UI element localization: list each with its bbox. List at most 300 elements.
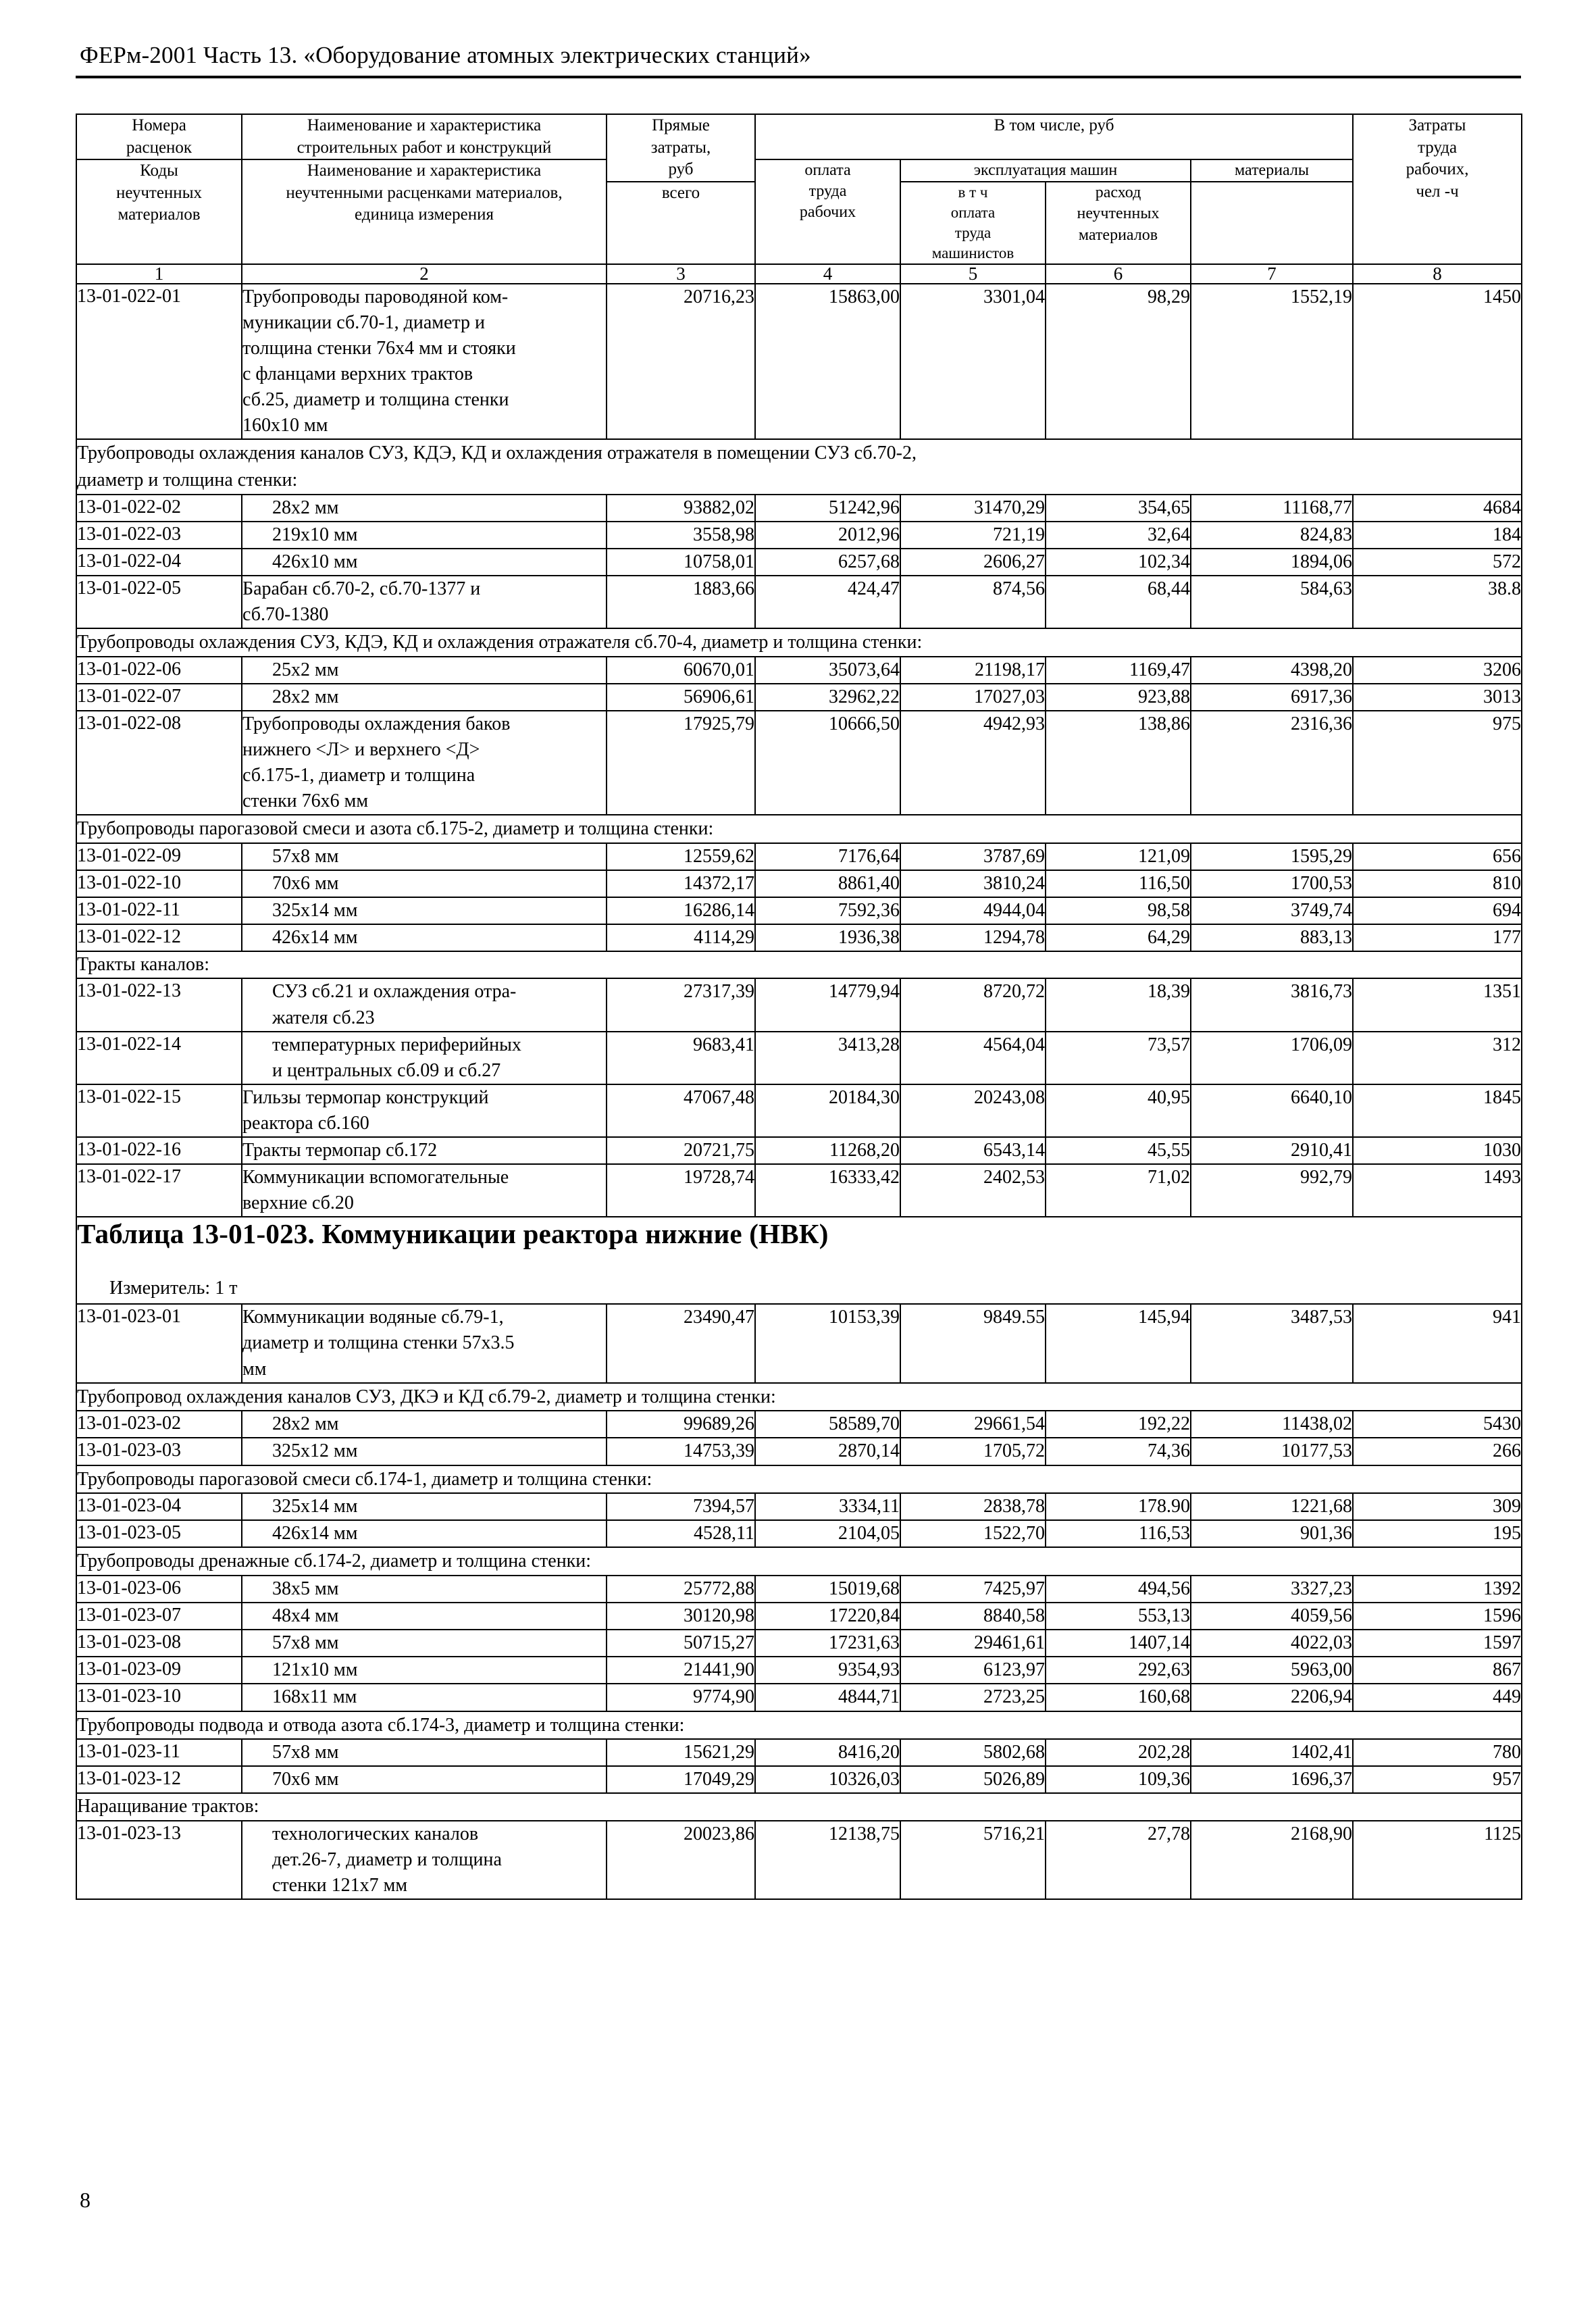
row-machinist-pay: 354,65 bbox=[1046, 495, 1191, 522]
row-worker-pay: 51242,96 bbox=[755, 495, 900, 522]
row-code: 13-01-022-07 bbox=[76, 684, 242, 711]
header-col8-labor: Затраты труда рабочих, чел -ч bbox=[1353, 114, 1522, 264]
row-labor-hours: 1597 bbox=[1353, 1630, 1522, 1657]
row-machinist-pay: 27,78 bbox=[1046, 1821, 1191, 1899]
row-worker-pay: 20184,30 bbox=[755, 1084, 900, 1137]
row-direct-costs: 16286,14 bbox=[607, 897, 755, 924]
header-col6-machinist-pay: в т ч оплата труда машинистов bbox=[900, 182, 1046, 264]
row-machines-total: 1522,70 bbox=[900, 1520, 1046, 1547]
row-direct-costs: 25772,88 bbox=[607, 1576, 755, 1603]
row-machines-total: 2402,53 bbox=[900, 1164, 1046, 1217]
subgroup-caption-row bbox=[76, 951, 1522, 978]
group-caption: Трубопроводы подвода и отвода азота сб.174-3, диаметр и толщина стенки: bbox=[76, 1711, 1522, 1740]
row-worker-pay: 9354,93 bbox=[755, 1657, 900, 1684]
row-machines-total: 4564,04 bbox=[900, 1032, 1046, 1084]
row-code: 13-01-022-11 bbox=[76, 897, 242, 924]
colnum-4: 4 bbox=[755, 264, 900, 284]
row-machines-total: 2606,27 bbox=[900, 549, 1046, 576]
row-description: 28х2 мм bbox=[242, 684, 607, 711]
row-machinist-pay: 121,09 bbox=[1046, 843, 1191, 870]
row-materials-usage: 883,13 bbox=[1191, 924, 1353, 951]
row-worker-pay: 7592,36 bbox=[755, 897, 900, 924]
row-direct-costs: 14372,17 bbox=[607, 870, 755, 897]
group-caption: Трубопроводы охлаждения каналов СУЗ, КДЭ, КД и охлаждения отражателя в помещении СУЗ сб.70-2, диаметр и толщина стенки: bbox=[76, 439, 1522, 495]
row-materials-usage: 2168,90 bbox=[1191, 1821, 1353, 1899]
row-machinist-pay: 178.90 bbox=[1046, 1493, 1191, 1520]
row-code: 13-01-022-06 bbox=[76, 657, 242, 684]
row-direct-costs: 17049,29 bbox=[607, 1766, 755, 1793]
row-direct-costs: 56906,61 bbox=[607, 684, 755, 711]
row-machinist-pay: 64,29 bbox=[1046, 924, 1191, 951]
row-code: 13-01-022-03 bbox=[76, 522, 242, 549]
row-machines-total: 21198,17 bbox=[900, 657, 1046, 684]
row-direct-costs: 20716,23 bbox=[607, 284, 755, 439]
row-machines-total: 2723,25 bbox=[900, 1684, 1046, 1711]
table-row bbox=[76, 978, 1522, 1031]
row-description: 121х10 мм bbox=[242, 1657, 607, 1684]
row-worker-pay: 4844,71 bbox=[755, 1684, 900, 1711]
row-materials-usage: 1552,19 bbox=[1191, 284, 1353, 439]
row-labor-hours: 3206 bbox=[1353, 657, 1522, 684]
row-labor-hours: 656 bbox=[1353, 843, 1522, 870]
row-worker-pay: 7176,64 bbox=[755, 843, 900, 870]
row-materials-usage: 1696,37 bbox=[1191, 1766, 1353, 1793]
row-materials-usage: 1402,41 bbox=[1191, 1739, 1353, 1766]
table-row bbox=[76, 1520, 1522, 1547]
subgroup-caption: Наращивание трактов: bbox=[76, 1793, 1522, 1820]
row-worker-pay: 2012,96 bbox=[755, 522, 900, 549]
group-caption-line2: диаметр и толщина стенки: bbox=[77, 469, 298, 491]
group-caption: Трубопроводы парогазовой смеси сб.174-1, диаметр и толщина стенки: bbox=[76, 1465, 1522, 1494]
table-row bbox=[76, 284, 1522, 439]
row-description: 25х2 мм bbox=[242, 657, 607, 684]
row-direct-costs: 50715,27 bbox=[607, 1630, 755, 1657]
header-rule bbox=[76, 76, 1521, 78]
row-materials-usage: 2206,94 bbox=[1191, 1684, 1353, 1711]
cost-estimate-table bbox=[76, 114, 1522, 1900]
row-description: технологических каналов дет.26-7, диаметр и толщина стенки 121х7 мм bbox=[242, 1821, 607, 1899]
table-023-measure: Измеритель: 1 т bbox=[109, 1278, 238, 1299]
row-code: 13-01-023-07 bbox=[76, 1603, 242, 1630]
row-machinist-pay: 1169,47 bbox=[1046, 657, 1191, 684]
header-row-1 bbox=[76, 114, 1522, 159]
row-materials-usage: 6640,10 bbox=[1191, 1084, 1353, 1137]
row-code: 13-01-022-09 bbox=[76, 843, 242, 870]
row-machinist-pay: 45,55 bbox=[1046, 1137, 1191, 1164]
row-code: 13-01-023-12 bbox=[76, 1766, 242, 1793]
row-description: Коммуникации водяные сб.79-1, диаметр и толщина стенки 57х3.5 мм bbox=[242, 1304, 607, 1382]
subgroup-caption-row bbox=[76, 1793, 1522, 1820]
row-direct-costs: 27317,39 bbox=[607, 978, 755, 1031]
row-code: 13-01-023-01 bbox=[76, 1304, 242, 1382]
row-machines-total: 5716,21 bbox=[900, 1821, 1046, 1899]
table-row bbox=[76, 1411, 1522, 1438]
row-machinist-pay: 32,64 bbox=[1046, 522, 1191, 549]
row-machines-total: 1705,72 bbox=[900, 1438, 1046, 1465]
row-direct-costs: 93882,02 bbox=[607, 495, 755, 522]
group-caption: Трубопроводы дренажные сб.174-2, диаметр и толщина стенки: bbox=[76, 1547, 1522, 1576]
row-code: 13-01-022-05 bbox=[76, 576, 242, 628]
row-description: 48х4 мм bbox=[242, 1603, 607, 1630]
row-direct-costs: 17925,79 bbox=[607, 711, 755, 815]
row-materials-usage: 1894,06 bbox=[1191, 549, 1353, 576]
row-direct-costs: 15621,29 bbox=[607, 1739, 755, 1766]
row-description: 168х11 мм bbox=[242, 1684, 607, 1711]
table-row bbox=[76, 1164, 1522, 1217]
row-direct-costs: 99689,26 bbox=[607, 1411, 755, 1438]
row-machinist-pay: 98,29 bbox=[1046, 284, 1191, 439]
row-labor-hours: 1030 bbox=[1353, 1137, 1522, 1164]
row-worker-pay: 11268,20 bbox=[755, 1137, 900, 1164]
row-description: Гильзы термопар конструкций реактора сб.160 bbox=[242, 1084, 607, 1137]
row-code: 13-01-023-11 bbox=[76, 1739, 242, 1766]
row-machines-total: 721,19 bbox=[900, 522, 1046, 549]
row-machines-total: 3810,24 bbox=[900, 870, 1046, 897]
row-code: 13-01-022-16 bbox=[76, 1137, 242, 1164]
row-machinist-pay: 74,36 bbox=[1046, 1438, 1191, 1465]
row-code: 13-01-022-13 bbox=[76, 978, 242, 1031]
row-direct-costs: 9683,41 bbox=[607, 1032, 755, 1084]
row-direct-costs: 60670,01 bbox=[607, 657, 755, 684]
row-description: Трубопроводы пароводяной ком- муникации сб.70-1, диаметр и толщина стенки 76х4 мм и стояки с фланцами верхних трактов сб.25, диаметр и толщина стенки 160х10 мм bbox=[242, 284, 607, 439]
row-machines-total: 8720,72 bbox=[900, 978, 1046, 1031]
header-col2-bottom: Наименование и характеристика неучтенными расценками материалов, единица измерения bbox=[242, 159, 607, 264]
header-col1-top: Номера расценок bbox=[76, 114, 242, 159]
row-direct-costs: 3558,98 bbox=[607, 522, 755, 549]
row-description: 57х8 мм bbox=[242, 843, 607, 870]
row-worker-pay: 3413,28 bbox=[755, 1032, 900, 1084]
row-worker-pay: 17231,63 bbox=[755, 1630, 900, 1657]
row-machinist-pay: 116,53 bbox=[1046, 1520, 1191, 1547]
row-labor-hours: 1493 bbox=[1353, 1164, 1522, 1217]
page-number: 8 bbox=[80, 2188, 91, 2212]
row-direct-costs: 14753,39 bbox=[607, 1438, 755, 1465]
table-row bbox=[76, 1657, 1522, 1684]
row-direct-costs: 21441,90 bbox=[607, 1657, 755, 1684]
row-materials-usage: 6917,36 bbox=[1191, 684, 1353, 711]
table-row bbox=[76, 576, 1522, 628]
row-labor-hours: 177 bbox=[1353, 924, 1522, 951]
row-direct-costs: 10758,01 bbox=[607, 549, 755, 576]
row-description: 325х12 мм bbox=[242, 1438, 607, 1465]
row-machines-total: 3301,04 bbox=[900, 284, 1046, 439]
row-code: 13-01-023-06 bbox=[76, 1576, 242, 1603]
row-labor-hours: 195 bbox=[1353, 1520, 1522, 1547]
row-code: 13-01-022-10 bbox=[76, 870, 242, 897]
header-group-included: В том числе, руб bbox=[755, 114, 1353, 159]
running-head: ФЕРм-2001 Часть 13. «Оборудование атомных электрических станций» bbox=[80, 42, 811, 68]
row-description: 70х6 мм bbox=[242, 870, 607, 897]
table-row bbox=[76, 1821, 1522, 1899]
table-body bbox=[76, 284, 1522, 1899]
header-col3-direct-costs: Прямые затраты, руб bbox=[607, 114, 755, 182]
row-machines-total: 4944,04 bbox=[900, 897, 1046, 924]
header-col2-top: Наименование и характеристика строительных работ и конструкций bbox=[242, 114, 607, 159]
row-labor-hours: 1125 bbox=[1353, 1821, 1522, 1899]
group-caption: Трубопроводы парогазовой смеси и азота сб.175-2, диаметр и толщина стенки: bbox=[76, 815, 1522, 843]
table-row bbox=[76, 1493, 1522, 1520]
row-description: температурных периферийных и центральных сб.09 и сб.27 bbox=[242, 1032, 607, 1084]
colnum-1: 1 bbox=[76, 264, 242, 284]
table-row bbox=[76, 897, 1522, 924]
header-col5-total: всего bbox=[607, 182, 755, 264]
group-caption-row bbox=[76, 628, 1522, 657]
table-row bbox=[76, 684, 1522, 711]
table-row bbox=[76, 1576, 1522, 1603]
row-machinist-pay: 138,86 bbox=[1046, 711, 1191, 815]
row-labor-hours: 4684 bbox=[1353, 495, 1522, 522]
row-code: 13-01-023-03 bbox=[76, 1438, 242, 1465]
row-description: 426х14 мм bbox=[242, 924, 607, 951]
row-machines-total: 3787,69 bbox=[900, 843, 1046, 870]
row-code: 13-01-022-04 bbox=[76, 549, 242, 576]
row-machines-total: 17027,03 bbox=[900, 684, 1046, 711]
row-worker-pay: 10666,50 bbox=[755, 711, 900, 815]
row-description: 219х10 мм bbox=[242, 522, 607, 549]
row-worker-pay: 32962,22 bbox=[755, 684, 900, 711]
row-code: 13-01-022-12 bbox=[76, 924, 242, 951]
row-code: 13-01-023-08 bbox=[76, 1630, 242, 1657]
row-direct-costs: 7394,57 bbox=[607, 1493, 755, 1520]
header-row-2 bbox=[76, 159, 1522, 182]
row-labor-hours: 449 bbox=[1353, 1684, 1522, 1711]
row-code: 13-01-023-04 bbox=[76, 1493, 242, 1520]
row-worker-pay: 8416,20 bbox=[755, 1739, 900, 1766]
row-description: 28х2 мм bbox=[242, 495, 607, 522]
row-machines-total: 31470,29 bbox=[900, 495, 1046, 522]
table-head bbox=[76, 114, 1522, 284]
row-machinist-pay: 202,28 bbox=[1046, 1739, 1191, 1766]
row-code: 13-01-022-01 bbox=[76, 284, 242, 439]
row-machines-total: 874,56 bbox=[900, 576, 1046, 628]
row-worker-pay: 10153,39 bbox=[755, 1304, 900, 1382]
row-machinist-pay: 109,36 bbox=[1046, 1766, 1191, 1793]
row-materials-usage: 901,36 bbox=[1191, 1520, 1353, 1547]
table-row bbox=[76, 843, 1522, 870]
row-machines-total: 20243,08 bbox=[900, 1084, 1046, 1137]
row-direct-costs: 9774,90 bbox=[607, 1684, 755, 1711]
table-row bbox=[76, 711, 1522, 815]
table-row bbox=[76, 1438, 1522, 1465]
row-worker-pay: 2104,05 bbox=[755, 1520, 900, 1547]
row-machinist-pay: 18,39 bbox=[1046, 978, 1191, 1031]
row-machinist-pay: 73,57 bbox=[1046, 1032, 1191, 1084]
row-machinist-pay: 160,68 bbox=[1046, 1684, 1191, 1711]
row-machinist-pay: 68,44 bbox=[1046, 576, 1191, 628]
row-direct-costs: 12559,62 bbox=[607, 843, 755, 870]
row-machinist-pay: 553,13 bbox=[1046, 1603, 1191, 1630]
row-labor-hours: 3013 bbox=[1353, 684, 1522, 711]
row-materials-usage: 4059,56 bbox=[1191, 1603, 1353, 1630]
row-code: 13-01-023-05 bbox=[76, 1520, 242, 1547]
row-machinist-pay: 116,50 bbox=[1046, 870, 1191, 897]
row-worker-pay: 1936,38 bbox=[755, 924, 900, 951]
subgroup-caption: Тракты каналов: bbox=[76, 951, 1522, 978]
group-caption-row bbox=[76, 1383, 1522, 1411]
row-machinist-pay: 1407,14 bbox=[1046, 1630, 1191, 1657]
table-row bbox=[76, 495, 1522, 522]
row-materials-usage: 992,79 bbox=[1191, 1164, 1353, 1217]
table-row bbox=[76, 1032, 1522, 1084]
colnum-6: 6 bbox=[1046, 264, 1191, 284]
table-row bbox=[76, 1630, 1522, 1657]
row-worker-pay: 15863,00 bbox=[755, 284, 900, 439]
row-labor-hours: 5430 bbox=[1353, 1411, 1522, 1438]
row-code: 13-01-022-14 bbox=[76, 1032, 242, 1084]
row-labor-hours: 38.8 bbox=[1353, 576, 1522, 628]
row-code: 13-01-023-13 bbox=[76, 1821, 242, 1899]
row-description: Коммуникации вспомогательные верхние сб.20 bbox=[242, 1164, 607, 1217]
row-description: 426х10 мм bbox=[242, 549, 607, 576]
row-labor-hours: 867 bbox=[1353, 1657, 1522, 1684]
table-023-title: Таблица 13-01-023. Коммуникации реактора нижние (НВК) bbox=[77, 1218, 829, 1250]
row-materials-usage: 11438,02 bbox=[1191, 1411, 1353, 1438]
colnum-3: 3 bbox=[607, 264, 755, 284]
row-worker-pay: 2870,14 bbox=[755, 1438, 900, 1465]
row-machines-total: 29461,61 bbox=[900, 1630, 1046, 1657]
row-materials-usage: 1706,09 bbox=[1191, 1032, 1353, 1084]
row-machines-total: 5802,68 bbox=[900, 1739, 1046, 1766]
row-labor-hours: 184 bbox=[1353, 522, 1522, 549]
header-column-numbers bbox=[76, 264, 1522, 284]
row-labor-hours: 694 bbox=[1353, 897, 1522, 924]
table-row bbox=[76, 924, 1522, 951]
row-description: Трубопроводы охлаждения баков нижнего <Л> и верхнего <Д> сб.175-1, диаметр и толщина стенки 76х6 мм bbox=[242, 711, 607, 815]
group-caption-row bbox=[76, 815, 1522, 843]
row-labor-hours: 312 bbox=[1353, 1032, 1522, 1084]
row-description: 70х6 мм bbox=[242, 1766, 607, 1793]
row-labor-hours: 309 bbox=[1353, 1493, 1522, 1520]
row-materials-usage: 3327,23 bbox=[1191, 1576, 1353, 1603]
row-labor-hours: 810 bbox=[1353, 870, 1522, 897]
row-materials-usage: 824,83 bbox=[1191, 522, 1353, 549]
row-machinist-pay: 40,95 bbox=[1046, 1084, 1191, 1137]
colnum-7: 7 bbox=[1191, 264, 1353, 284]
header-group-materials: материалы bbox=[1191, 159, 1353, 182]
row-materials-usage: 11168,77 bbox=[1191, 495, 1353, 522]
table-row bbox=[76, 1084, 1522, 1137]
row-direct-costs: 23490,47 bbox=[607, 1304, 755, 1382]
row-worker-pay: 17220,84 bbox=[755, 1603, 900, 1630]
row-machinist-pay: 98,58 bbox=[1046, 897, 1191, 924]
group-caption: Трубопровод охлаждения каналов СУЗ, ДКЭ и КД сб.79-2, диаметр и толщина стенки: bbox=[76, 1383, 1522, 1411]
row-materials-usage: 3749,74 bbox=[1191, 897, 1353, 924]
row-machinist-pay: 923,88 bbox=[1046, 684, 1191, 711]
row-description: Тракты термопар сб.172 bbox=[242, 1137, 607, 1164]
row-worker-pay: 424,47 bbox=[755, 576, 900, 628]
row-materials-usage: 3487,53 bbox=[1191, 1304, 1353, 1382]
row-materials-usage: 10177,53 bbox=[1191, 1438, 1353, 1465]
row-labor-hours: 1392 bbox=[1353, 1576, 1522, 1603]
row-machines-total: 7425,97 bbox=[900, 1576, 1046, 1603]
row-labor-hours: 1845 bbox=[1353, 1084, 1522, 1137]
row-machinist-pay: 192,22 bbox=[1046, 1411, 1191, 1438]
table-row bbox=[76, 1304, 1522, 1382]
row-worker-pay: 16333,42 bbox=[755, 1164, 900, 1217]
table-row bbox=[76, 1684, 1522, 1711]
row-direct-costs: 20721,75 bbox=[607, 1137, 755, 1164]
row-machines-total: 5026,89 bbox=[900, 1766, 1046, 1793]
row-direct-costs: 4114,29 bbox=[607, 924, 755, 951]
row-labor-hours: 1351 bbox=[1353, 978, 1522, 1031]
row-direct-costs: 30120,98 bbox=[607, 1603, 755, 1630]
group-caption-row bbox=[76, 439, 1522, 495]
row-description: 57х8 мм bbox=[242, 1630, 607, 1657]
row-labor-hours: 266 bbox=[1353, 1438, 1522, 1465]
table-row bbox=[76, 549, 1522, 576]
table-row bbox=[76, 657, 1522, 684]
row-direct-costs: 47067,48 bbox=[607, 1084, 755, 1137]
row-machines-total: 2838,78 bbox=[900, 1493, 1046, 1520]
row-machinist-pay: 71,02 bbox=[1046, 1164, 1191, 1217]
header-group-machines: эксплуатация машин bbox=[900, 159, 1191, 182]
row-description: 325х14 мм bbox=[242, 897, 607, 924]
row-description: 28х2 мм bbox=[242, 1411, 607, 1438]
row-materials-usage: 2910,41 bbox=[1191, 1137, 1353, 1164]
row-worker-pay: 35073,64 bbox=[755, 657, 900, 684]
row-code: 13-01-022-17 bbox=[76, 1164, 242, 1217]
row-direct-costs: 4528,11 bbox=[607, 1520, 755, 1547]
row-description: 426х14 мм bbox=[242, 1520, 607, 1547]
row-labor-hours: 1450 bbox=[1353, 284, 1522, 439]
row-materials-usage: 1700,53 bbox=[1191, 870, 1353, 897]
row-labor-hours: 957 bbox=[1353, 1766, 1522, 1793]
row-materials-usage: 584,63 bbox=[1191, 576, 1353, 628]
row-direct-costs: 20023,86 bbox=[607, 1821, 755, 1899]
header-col1-bottom: Коды неучтенных материалов bbox=[76, 159, 242, 264]
group-caption-row bbox=[76, 1547, 1522, 1576]
row-code: 13-01-023-02 bbox=[76, 1411, 242, 1438]
group-caption-row bbox=[76, 1465, 1522, 1494]
row-machinist-pay: 145,94 bbox=[1046, 1304, 1191, 1382]
colnum-8: 8 bbox=[1353, 264, 1522, 284]
row-materials-usage: 1221,68 bbox=[1191, 1493, 1353, 1520]
section-title-block bbox=[76, 1217, 1522, 1304]
row-description: СУЗ сб.21 и охлаждения отра- жателя сб.23 bbox=[242, 978, 607, 1031]
row-machines-total: 6123,97 bbox=[900, 1657, 1046, 1684]
row-materials-usage: 5963,00 bbox=[1191, 1657, 1353, 1684]
row-labor-hours: 572 bbox=[1353, 549, 1522, 576]
group-caption-row bbox=[76, 1711, 1522, 1740]
header-col7-materials-usage: расход неучтенных материалов bbox=[1046, 182, 1191, 264]
row-labor-hours: 941 bbox=[1353, 1304, 1522, 1382]
row-worker-pay: 8861,40 bbox=[755, 870, 900, 897]
row-machines-total: 6543,14 bbox=[900, 1137, 1046, 1164]
row-description: 38х5 мм bbox=[242, 1576, 607, 1603]
row-description: 57х8 мм bbox=[242, 1739, 607, 1766]
row-code: 13-01-022-15 bbox=[76, 1084, 242, 1137]
row-machines-total: 29661,54 bbox=[900, 1411, 1046, 1438]
row-labor-hours: 780 bbox=[1353, 1739, 1522, 1766]
row-machinist-pay: 494,56 bbox=[1046, 1576, 1191, 1603]
row-worker-pay: 15019,68 bbox=[755, 1576, 900, 1603]
row-materials-usage: 3816,73 bbox=[1191, 978, 1353, 1031]
table-row bbox=[76, 1739, 1522, 1766]
table-row bbox=[76, 870, 1522, 897]
row-labor-hours: 975 bbox=[1353, 711, 1522, 815]
row-materials-usage: 2316,36 bbox=[1191, 711, 1353, 815]
colnum-5: 5 bbox=[900, 264, 1046, 284]
row-code: 13-01-022-08 bbox=[76, 711, 242, 815]
header-col4-worker-pay: оплата труда рабочих bbox=[755, 159, 900, 264]
row-machines-total: 4942,93 bbox=[900, 711, 1046, 815]
row-code: 13-01-022-02 bbox=[76, 495, 242, 522]
row-worker-pay: 10326,03 bbox=[755, 1766, 900, 1793]
row-worker-pay: 58589,70 bbox=[755, 1411, 900, 1438]
row-worker-pay: 14779,94 bbox=[755, 978, 900, 1031]
row-machinist-pay: 102,34 bbox=[1046, 549, 1191, 576]
table-row bbox=[76, 522, 1522, 549]
